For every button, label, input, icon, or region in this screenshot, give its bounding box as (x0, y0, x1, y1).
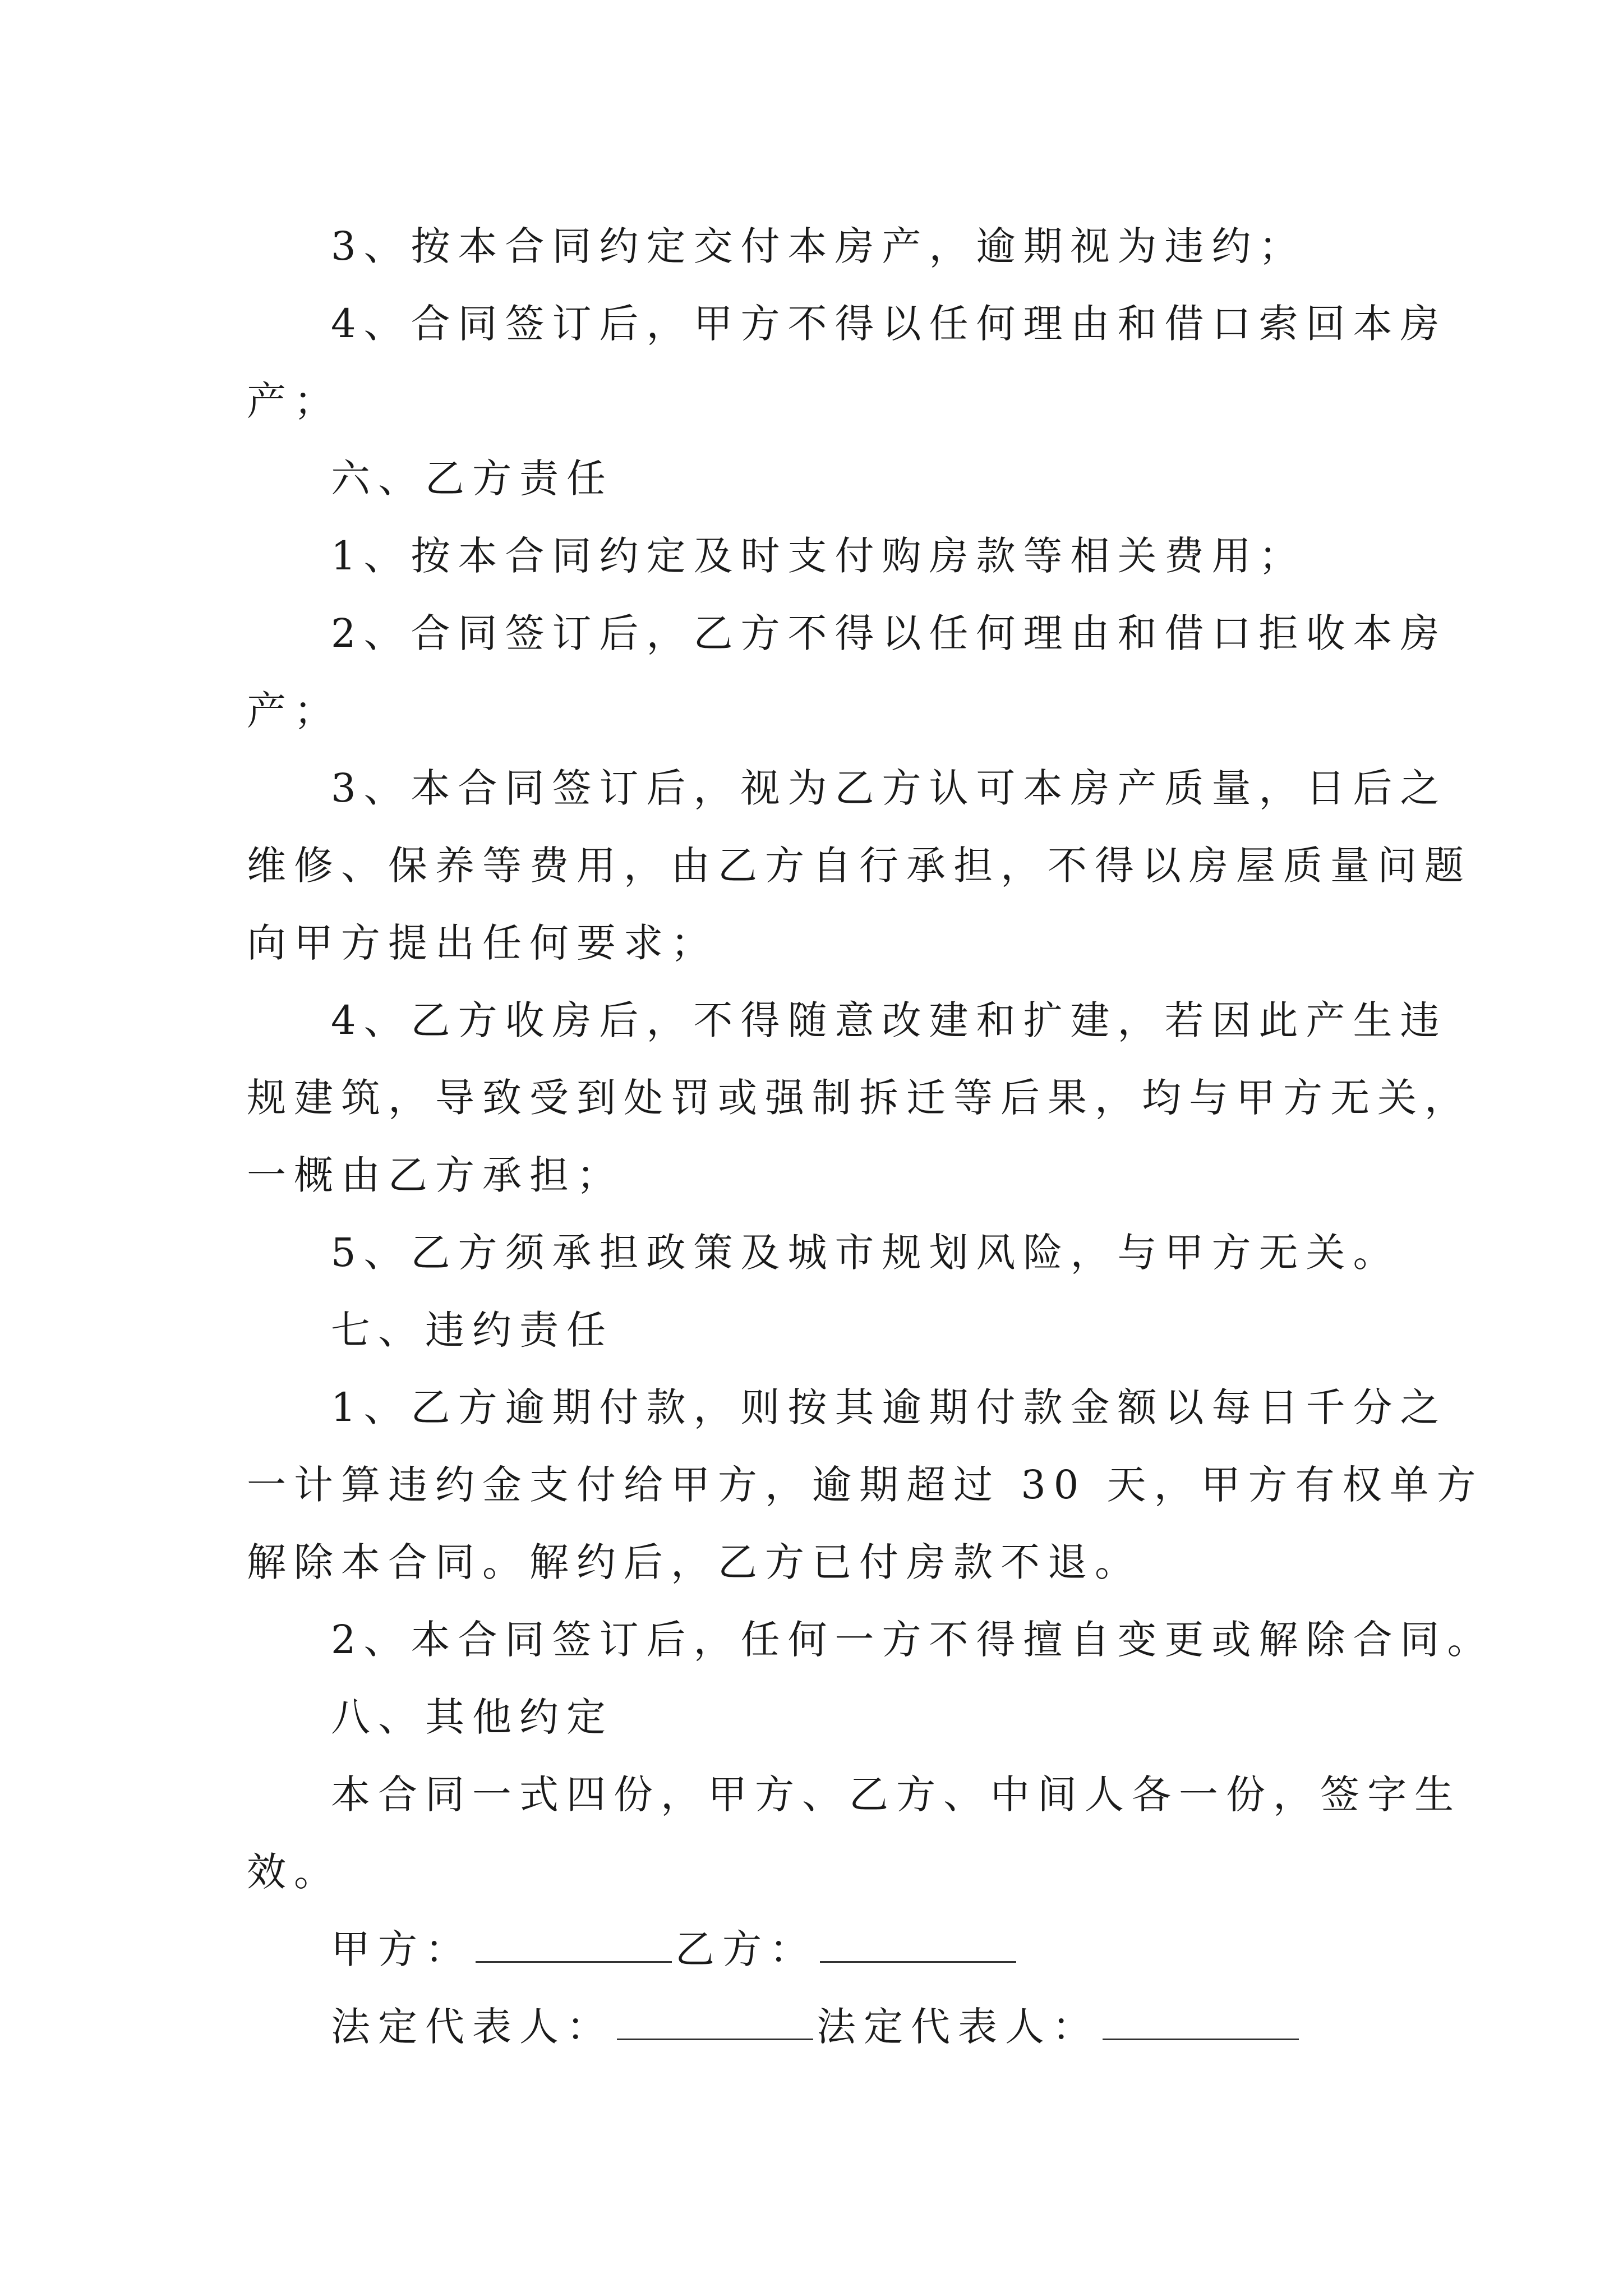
section-heading: 六、乙方责任 (331, 455, 614, 501)
text-line: 2、本合同签订后，任何一方不得擅自变更或解除合同。 (331, 1617, 1495, 1663)
party-a-label: 甲方： (331, 1926, 472, 1972)
text-line: 1、按本合同约定及时支付购房款等相关费用； (331, 533, 1306, 579)
signature-row-representatives (247, 1988, 1385, 2065)
text-line: 4、合同签订后，甲方不得以任何理由和借口索回本房 (331, 301, 1447, 347)
text-line: 一概由乙方承担； (247, 1152, 624, 1198)
text-line: 3、本合同签订后，视为乙方认可本房产质量，日后之 (331, 765, 1447, 811)
rep-a-label: 法定代表人： (331, 2004, 614, 2050)
contract-body (247, 208, 1495, 2065)
text-line: 4、乙方收房后，不得随意改建和扩建，若因此产生违 (331, 997, 1447, 1043)
party-b-signature-blank (820, 1922, 1016, 1963)
text-line: 本合同一式四份，甲方、乙方、中间人各一份，签字生 (331, 1772, 1461, 1818)
text-line: 1、乙方逾期付款，则按其逾期付款金额以每日千分之 (331, 1384, 1447, 1430)
rep-b-signature-blank (1103, 1999, 1299, 2040)
text-line: 3、按本合同约定交付本房产，逾期视为违约； (331, 223, 1306, 269)
party-a-signature-blank (476, 1922, 672, 1963)
text-line: 效。 (247, 1849, 341, 1895)
text-line: 向甲方提出任何要求； (247, 920, 718, 966)
text-line: 规建筑，导致受到处罚或强制拆迁等后果，均与甲方无关， (247, 1075, 1472, 1121)
rep-b-label: 法定代表人： (817, 2004, 1099, 2050)
text-line: 产； (247, 688, 341, 734)
rep-a-signature-blank (617, 1999, 813, 2040)
signature-row-parties (247, 1911, 1385, 1988)
text-line: 2、合同签订后，乙方不得以任何理由和借口拒收本房 (331, 610, 1447, 656)
party-b-label: 乙方： (675, 1926, 817, 1972)
section-heading: 七、违约责任 (331, 1307, 614, 1353)
text-line: 5、乙方须承担政策及城市规划风险，与甲方无关。 (331, 1230, 1400, 1276)
text-line: 维修、保养等费用，由乙方自行承担，不得以房屋质量问题 (247, 843, 1472, 889)
section-heading: 八、其他约定 (331, 1694, 614, 1740)
text-line: 一计算违约金支付给甲方，逾期超过 30 天，甲方有权单方 (247, 1462, 1484, 1508)
text-line: 产； (247, 378, 341, 424)
text-line: 解除本合同。解约后，乙方已付房款不退。 (247, 1539, 1142, 1585)
